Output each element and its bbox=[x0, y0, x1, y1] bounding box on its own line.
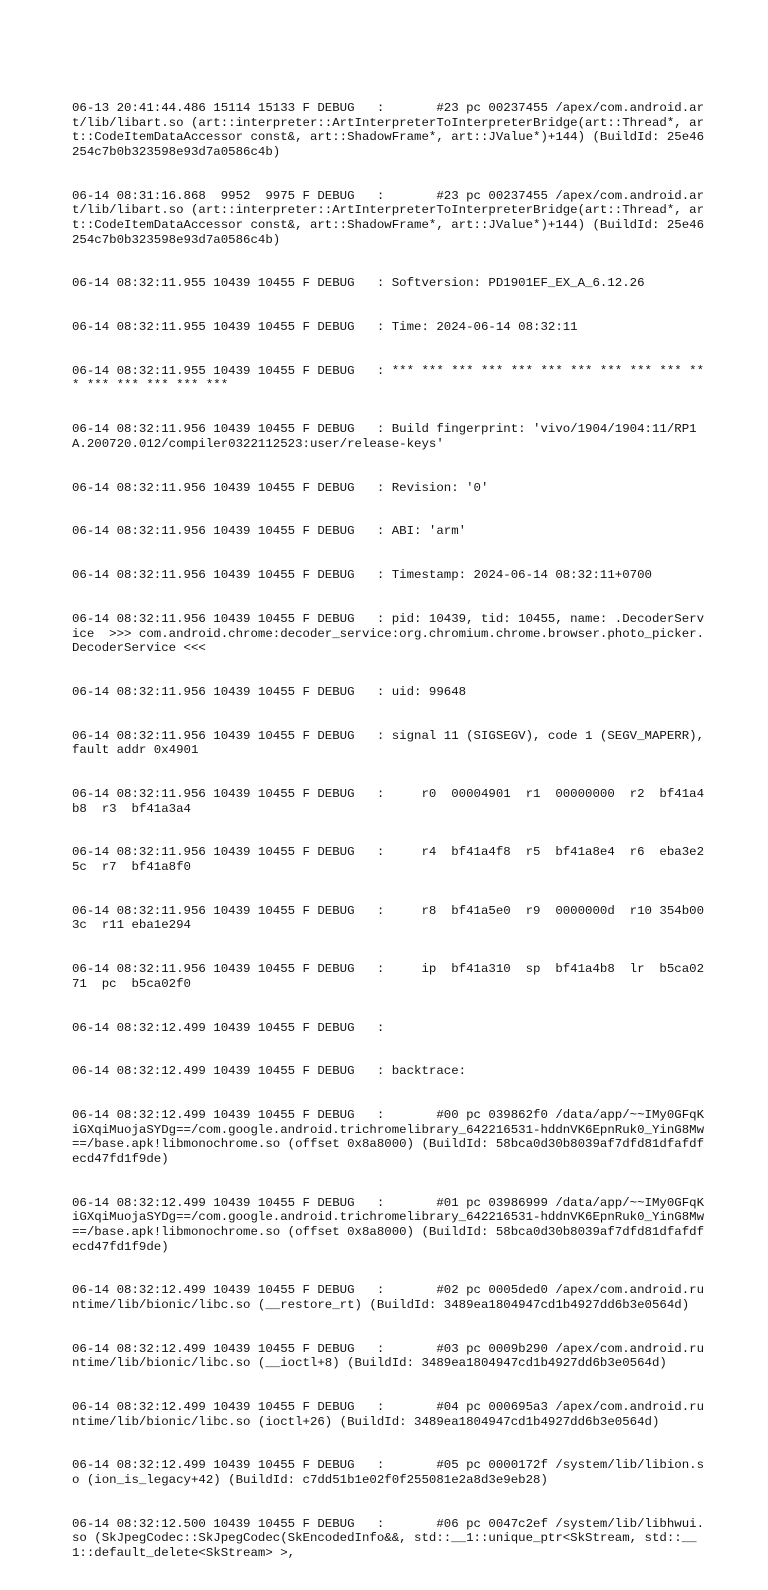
log-line: 06-14 08:32:11.956 10439 10455 F DEBUG : r0 00004901 r1 00000000 r2 bf41a4b8 r3 bf41a3a4 bbox=[72, 787, 705, 816]
log-line: 06-14 08:32:12.499 10439 10455 F DEBUG : #02 pc 0005ded0 /apex/com.android.runtime/lib/bionic/libc.so (__restore_rt) (BuildId: 3489ea1804947cd1b4927dd6b3e0564d) bbox=[72, 1283, 705, 1312]
log-line: 06-14 08:32:11.955 10439 10455 F DEBUG : Time: 2024-06-14 08:32:11 bbox=[72, 320, 578, 335]
log-line: 06-14 08:32:11.956 10439 10455 F DEBUG : signal 11 (SIGSEGV), code 1 (SEGV_MAPERR), fault addr 0x4901 bbox=[72, 728, 712, 758]
log-line: 06-14 08:32:12.499 10439 10455 F DEBUG : backtrace: bbox=[72, 1064, 467, 1079]
log-line: 06-14 08:32:11.956 10439 10455 F DEBUG : ip bf41a310 sp bf41a4b8 lr b5ca0271 pc b5ca02f0 bbox=[72, 962, 705, 991]
log-line: 06-14 08:32:12.499 10439 10455 F DEBUG : bbox=[72, 1020, 385, 1035]
log-line: 06-14 08:32:11.956 10439 10455 F DEBUG : r8 bf41a5e0 r9 0000000d r10 354b003c r11 eba1e294 bbox=[72, 903, 705, 933]
log-line: 06-14 08:32:11.956 10439 10455 F DEBUG : Timestamp: 2024-06-14 08:32:11+0700 bbox=[72, 568, 652, 583]
log-line: 06-14 08:32:11.956 10439 10455 F DEBUG : Build fingerprint: 'vivo/1904/1904:11/RP1A.200720.012/compiler0322112523:user/release-keys' bbox=[72, 422, 697, 451]
log-line: 06-14 08:32:11.956 10439 10455 F DEBUG : pid: 10439, tid: 10455, name: .DecoderService >>> com.android.chrome:decoder_service:org.chromium.chrome.browser.photo_picker.DecoderService <<< bbox=[72, 611, 705, 656]
log-line: 06-14 08:32:12.499 10439 10455 F DEBUG : #04 pc 000695a3 /apex/com.android.runtime/lib/bionic/libc.so (ioctl+26) (BuildId: 3489ea1804947cd1b4927dd6b3e0564d) bbox=[72, 1400, 705, 1429]
log-line: 06-14 08:32:12.499 10439 10455 F DEBUG : #01 pc 03986999 /data/app/~~IMy0GFqKiGXqiMuojaSYDg==/com.google.android.trichromelibrary_642216531-hddnVK6EpnRuk0_YinG8Mw==/base.apk!libmonochrome.so (offset 0x8a8000) (BuildId: 58bca0d30b8039af7dfd81dfafdfecd47fd1f9de) bbox=[72, 1195, 705, 1254]
log-line: 06-14 08:32:11.955 10439 10455 F DEBUG : *** *** *** *** *** *** *** *** *** *** *** *** *** *** *** *** bbox=[72, 363, 705, 393]
log-line: 06-14 08:32:11.956 10439 10455 F DEBUG : Revision: '0' bbox=[72, 480, 489, 495]
log-line: 06-14 08:32:12.499 10439 10455 F DEBUG : #03 pc 0009b290 /apex/com.android.runtime/lib/bionic/libc.so (__ioctl+8) (BuildId: 3489ea1804947cd1b4927dd6b3e0564d) bbox=[72, 1341, 705, 1371]
log-line: 06-14 08:32:11.956 10439 10455 F DEBUG : uid: 99648 bbox=[72, 684, 467, 699]
crash-log-text bbox=[72, 72, 712, 1590]
log-line: 06-14 08:32:11.955 10439 10455 F DEBUG : Softversion: PD1901EF_EX_A_6.12.26 bbox=[72, 276, 645, 291]
log-line: 06-14 08:32:11.956 10439 10455 F DEBUG : ABI: 'arm' bbox=[72, 524, 467, 539]
log-line: 06-14 08:32:12.499 10439 10455 F DEBUG : #05 pc 0000172f /system/lib/libion.so (ion_is_legacy+42) (BuildId: c7dd51b1e02f0f255081e2a8d3e9eb28) bbox=[72, 1458, 705, 1487]
log-line: 06-14 08:32:11.956 10439 10455 F DEBUG : r4 bf41a4f8 r5 bf41a8e4 r6 eba3e25c r7 bf41a8f0 bbox=[72, 845, 705, 875]
log-line: 06-14 08:32:12.500 10439 10455 F DEBUG : #06 pc 0047c2ef /system/lib/libhwui.so (SkJpegCodec::SkJpegCodec(SkEncodedInfo&&, std::__1::unique_ptr<SkStream, std::__1::default_delete<SkStream> >, bbox=[72, 1516, 705, 1560]
log-line: 06-13 20:41:44.486 15114 15133 F DEBUG : #23 pc 00237455 /apex/com.android.art/lib/libart.so (art::interpreter::ArtInterpreterToInterpreterBridge(art::Thread*, art::CodeItemDataAccessor const&, art::ShadowFrame*, art::JValue*)+144) (BuildId: 25e46254c7b0b323598e93d7a0586c4b) bbox=[72, 101, 705, 159]
log-line: 06-14 08:31:16.868 9952 9975 F DEBUG : #23 pc 00237455 /apex/com.android.art/lib/libart.so (art::interpreter::ArtInterpreterToInterpreterBridge(art::Thread*, art::CodeItemDataAccessor const&, art::ShadowFrame*, art::JValue*)+144) (BuildId: 25e46254c7b0b323598e93d7a0586c4b) bbox=[72, 188, 705, 247]
log-line: 06-14 08:32:12.499 10439 10455 F DEBUG : #00 pc 039862f0 /data/app/~~IMy0GFqKiGXqiMuojaSYDg==/com.google.android.trichromelibrary_642216531-hddnVK6EpnRuk0_YinG8Mw==/base.apk!libmonochrome.so (offset 0x8a8000) (BuildId: 58bca0d30b8039af7dfd81dfafdfecd47fd1f9de) bbox=[72, 1108, 705, 1166]
